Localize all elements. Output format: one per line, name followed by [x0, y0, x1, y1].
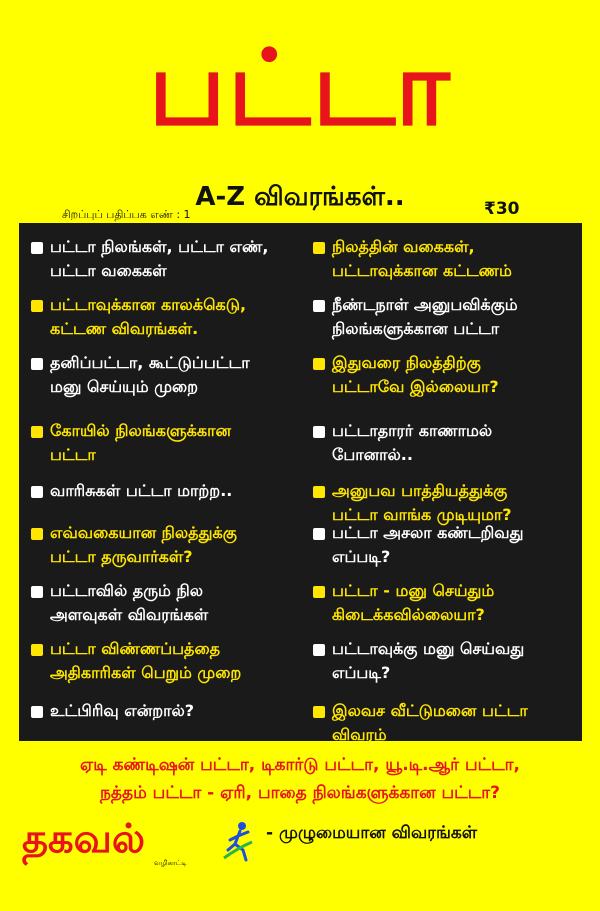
- topic-line: அதிகாரிகள் பெறும் முறை: [50, 663, 242, 682]
- topic-line: பட்டா தருவார்கள்?: [50, 547, 193, 566]
- topic-text: [332, 293, 518, 341]
- publisher-logo: [22, 815, 187, 875]
- topic-item: [301, 637, 573, 685]
- bullet-icon: [313, 586, 325, 598]
- cover-subtitle: A-Z விவரங்கள்..: [195, 182, 405, 212]
- topic-item: [301, 419, 573, 467]
- topic-line: போனால்..: [332, 445, 413, 464]
- topic-line: அளவுகள் விவரங்கள்: [50, 605, 209, 624]
- topic-line: பட்டாதாரர் காணாமல்: [332, 421, 493, 440]
- topic-line: நிலங்களுக்கான பட்டா: [332, 319, 500, 338]
- topic-line: நிலத்தின் வகைகள்,: [332, 237, 475, 256]
- logo-text: தகவல்: [22, 816, 146, 862]
- topic-text: [332, 479, 512, 527]
- bullet-icon: [313, 300, 325, 312]
- bullet-icon: [313, 358, 325, 370]
- topic-text: [50, 479, 232, 503]
- bullet-icon: [313, 242, 325, 254]
- topic-item: [301, 699, 573, 747]
- bullet-icon: [31, 358, 43, 370]
- topic-text: [332, 579, 494, 627]
- bullet-icon: [31, 486, 43, 498]
- topic-item: [301, 351, 573, 399]
- topic-item: [19, 293, 291, 341]
- topic-item: [301, 579, 573, 627]
- topic-line: எப்படி?: [332, 663, 391, 682]
- topic-line: நீண்டநாள் அனுபவிக்கும்: [332, 295, 518, 314]
- topic-line: எவ்வகையான நிலத்துக்கு: [50, 523, 237, 542]
- bullet-icon: [31, 706, 43, 718]
- topic-line: பட்டாவே இல்லையா?: [332, 377, 499, 396]
- topic-item: [19, 419, 291, 467]
- topic-item: [301, 521, 573, 569]
- topic-text: [50, 521, 237, 569]
- topic-line: எப்படி?: [332, 547, 391, 566]
- bullet-icon: [313, 528, 325, 540]
- bullet-icon: [31, 644, 43, 656]
- topic-line: பட்டாவுக்கான காலக்கெடு,: [50, 295, 247, 314]
- topic-line: பட்டாவுக்கான கட்டணம்: [332, 261, 512, 280]
- topic-item: [301, 235, 573, 283]
- topic-line: அனுபவ பாத்தியத்துக்கு: [332, 481, 508, 500]
- topic-text: [50, 579, 208, 627]
- bullet-icon: [31, 528, 43, 540]
- topic-line: பட்டா நிலங்கள், பட்டா எண்,: [50, 237, 269, 256]
- topic-text: [332, 419, 492, 467]
- topic-line: பட்டாவில் தரும் நில: [50, 581, 204, 600]
- cover-title: பட்டா: [148, 27, 452, 149]
- bullet-icon: [313, 486, 325, 498]
- runner-icon: [222, 820, 256, 864]
- bullet-icon: [313, 706, 325, 718]
- bullet-icon: [31, 242, 43, 254]
- topic-item: [301, 293, 573, 341]
- topic-line: கிடைக்கவில்லையா?: [332, 605, 485, 624]
- price-tag: ₹30: [484, 199, 520, 219]
- topic-text: [332, 351, 499, 399]
- topic-item: [19, 699, 291, 723]
- topic-line: பட்டா: [50, 445, 96, 464]
- topics-column-left: [19, 223, 291, 741]
- topic-line: பட்டா வாங்க முடியுமா?: [332, 505, 512, 524]
- topics-panel: [19, 223, 582, 744]
- topic-text: [332, 521, 523, 569]
- bullet-icon: [313, 426, 325, 438]
- topic-line: கோயில் நிலங்களுக்கான: [50, 421, 231, 440]
- topic-line: பட்டா விண்ணப்பத்தை: [50, 639, 221, 658]
- bullet-icon: [313, 644, 325, 656]
- bullet-icon: [31, 426, 43, 438]
- topic-text: [50, 637, 241, 685]
- footer-line-2: நத்தம் பட்டா - ஏரி, பாதை நிலங்களுக்கான பட்டா?: [100, 783, 500, 803]
- topic-line: விவரம்: [332, 725, 387, 744]
- topic-item: [19, 637, 291, 685]
- topic-line: கட்டண விவரங்கள்.: [50, 319, 199, 338]
- topic-line: பட்டாவுக்கு மனு செய்வது: [332, 639, 525, 658]
- topic-text: [332, 637, 524, 685]
- topic-line: இலவச வீட்டுமனை பட்டா: [332, 701, 528, 720]
- topic-item: [301, 479, 573, 527]
- topic-text: [50, 293, 246, 341]
- topic-text: [50, 351, 250, 399]
- topic-line: இதுவரை நிலத்திற்கு: [332, 353, 481, 372]
- topic-line: தனிப்பட்டா, கூட்டுப்பட்டா: [50, 353, 250, 372]
- topic-line: வாரிசுகள் பட்டா மாற்ற..: [50, 481, 233, 500]
- logo-tagline: வழிகாட்டி: [154, 859, 187, 867]
- topic-line: பட்டா - மனு செய்தும்: [332, 581, 495, 600]
- bullet-icon: [31, 300, 43, 312]
- topic-item: [19, 579, 291, 627]
- topic-text: [332, 699, 528, 747]
- topic-line: பட்டா வகைகள்: [50, 261, 167, 280]
- tagline: - முழுமையான விவரங்கள்: [266, 823, 478, 843]
- topic-item: [19, 521, 291, 569]
- bullet-icon: [31, 586, 43, 598]
- topic-text: [50, 699, 194, 723]
- topic-item: [19, 235, 291, 283]
- topics-column-right: [301, 223, 573, 744]
- topic-text: [50, 235, 268, 283]
- topic-item: [19, 479, 291, 503]
- edition-number: சிறப்புப் பதிப்பக எண் : 1: [62, 208, 191, 221]
- footer-line-1: ஏடி கண்டிஷன் பட்டா, டிகார்டு பட்டா, யூ.டி.ஆர் பட்டா,: [80, 755, 520, 775]
- topic-line: மனு செய்யும் முறை: [50, 377, 198, 396]
- topic-item: [19, 351, 291, 399]
- topic-text: [50, 419, 231, 467]
- topic-line: பட்டா அசலா கண்டறிவது: [332, 523, 524, 542]
- topic-line: உட்பிரிவு என்றால்?: [50, 701, 195, 720]
- topic-text: [332, 235, 512, 283]
